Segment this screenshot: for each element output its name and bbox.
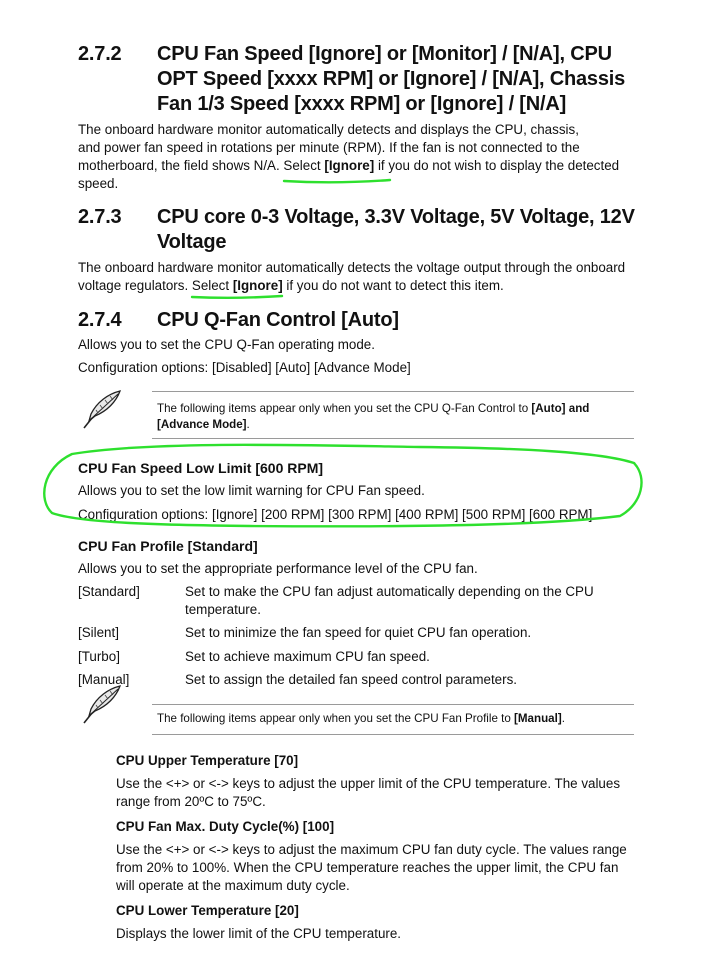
section-title: CPU Fan Speed [Ignore] or [Monitor] / [N/A], CPU OPT Speed [xxxx RPM] or [Ignore] / [N/A], Chassis Fan 1/3 Speed [xxxx RPM] or [Ignore] / [N/A] bbox=[157, 43, 626, 115]
text-run: The following items appear only when you set the CPU Fan Profile to bbox=[157, 712, 515, 725]
section-title: CPU Q-Fan Control [Auto] bbox=[157, 309, 399, 331]
fan-profile-description: Allows you to set the appropriate performance level of the CPU fan. bbox=[78, 561, 478, 576]
option-key: [Manual] bbox=[78, 672, 130, 687]
section-number: 2.7.4 bbox=[78, 309, 122, 331]
option-description: Set to make the CPU fan adjust automatically depending on the CPU temperature. bbox=[185, 584, 594, 617]
upper-temp-heading: CPU Upper Temperature [70] bbox=[116, 753, 299, 768]
option-description: Set to achieve maximum CPU fan speed. bbox=[185, 649, 430, 664]
low-limit-options: Configuration options: [Ignore] [200 RPM] [300 RPM] [400 RPM] [500 RPM] [600 RPM] bbox=[78, 507, 593, 522]
note-bottom-rule bbox=[152, 734, 634, 735]
low-limit-description: Allows you to set the low limit warning for CPU Fan speed. bbox=[78, 483, 425, 498]
ignore-keyword: [Ignore] bbox=[324, 158, 375, 173]
paragraph-line: from 20% to 100%. When the CPU temperature reaches the upper limit, the CPU fan bbox=[116, 860, 619, 875]
paragraph-line: Configuration options: [Disabled] [Auto] [Advance Mode] bbox=[78, 360, 411, 375]
annotation-underline bbox=[192, 296, 282, 298]
option-description: Set to assign the detailed fan speed control parameters. bbox=[185, 672, 517, 687]
text-run: voltage regulators. Select bbox=[78, 278, 233, 293]
note-text bbox=[157, 401, 627, 433]
section-2-7-2-heading bbox=[78, 42, 658, 118]
paragraph-line: Use the <+> or <-> keys to adjust the maximum CPU fan duty cycle. The values range bbox=[116, 842, 627, 857]
lower-temp-heading: CPU Lower Temperature [20] bbox=[116, 903, 299, 918]
fan-profile-heading: CPU Fan Profile [Standard] bbox=[78, 538, 258, 554]
paragraph-line: The onboard hardware monitor automatically detects and displays the CPU, chassis, bbox=[78, 122, 579, 137]
auto-keyword: [Auto] and bbox=[531, 402, 590, 415]
advance-mode-keyword: [Advance Mode] bbox=[157, 418, 247, 431]
text-run: . bbox=[561, 712, 565, 725]
text-run: The following items appear only when you set the CPU Q-Fan Control to bbox=[157, 402, 532, 415]
section-2-7-3-heading bbox=[78, 205, 658, 257]
low-limit-heading: CPU Fan Speed Low Limit [600 RPM] bbox=[78, 460, 324, 476]
paragraph-line bbox=[78, 277, 658, 295]
section-2-7-4-heading bbox=[78, 308, 658, 334]
paragraph-line bbox=[78, 157, 658, 175]
manual-keyword: [Manual] bbox=[514, 712, 562, 725]
section-2-7-2-body bbox=[78, 121, 658, 193]
note-text bbox=[157, 711, 627, 727]
upper-temp-body bbox=[116, 775, 656, 811]
option-key: [Turbo] bbox=[78, 649, 120, 664]
option-key: [Standard] bbox=[78, 584, 140, 599]
note-top-rule bbox=[152, 391, 634, 392]
duty-cycle-heading: CPU Fan Max. Duty Cycle(%) [100] bbox=[116, 819, 335, 834]
text-run: if you do not wish to display the detected bbox=[374, 158, 620, 173]
text-run: if you do not want to detect this item. bbox=[282, 278, 504, 293]
paragraph-line: Allows you to set the CPU Q-Fan operating mode. bbox=[78, 337, 375, 352]
paragraph-line: The onboard hardware monitor automatically detects the voltage output through the onboard bbox=[78, 260, 626, 275]
note-top-rule bbox=[152, 704, 634, 705]
section-2-7-3-body bbox=[78, 259, 658, 295]
section-title: CPU core 0-3 Voltage, 3.3V Voltage, 5V Voltage, 12V Voltage bbox=[157, 206, 635, 253]
text-run: . bbox=[246, 418, 250, 431]
paragraph-line: speed. bbox=[78, 176, 119, 191]
paragraph-line: and power fan speed in rotations per minute (RPM). If the fan is not connected to the bbox=[78, 140, 580, 155]
note-bottom-rule bbox=[152, 438, 634, 439]
quill-pen-icon bbox=[80, 683, 124, 727]
duty-cycle-body bbox=[116, 841, 656, 895]
quill-pen-icon bbox=[80, 388, 124, 432]
paragraph-line: will operate at the maximum duty cycle. bbox=[116, 878, 350, 893]
option-key: [Silent] bbox=[78, 625, 119, 640]
lower-temp-body: Displays the lower limit of the CPU temperature. bbox=[116, 926, 402, 941]
option-description: Set to minimize the fan speed for quiet CPU fan operation. bbox=[185, 625, 532, 640]
paragraph-line: range from 20ºC to 75ºC. bbox=[116, 794, 266, 809]
section-2-7-4-body bbox=[78, 336, 658, 377]
ignore-keyword: [Ignore] bbox=[232, 278, 283, 293]
section-number: 2.7.2 bbox=[78, 43, 122, 65]
paragraph-line: Use the <+> or <-> keys to adjust the upper limit of the CPU temperature. The values bbox=[116, 776, 621, 791]
section-number: 2.7.3 bbox=[78, 206, 122, 228]
text-run: motherboard, the field shows N/A. Select bbox=[78, 158, 325, 173]
